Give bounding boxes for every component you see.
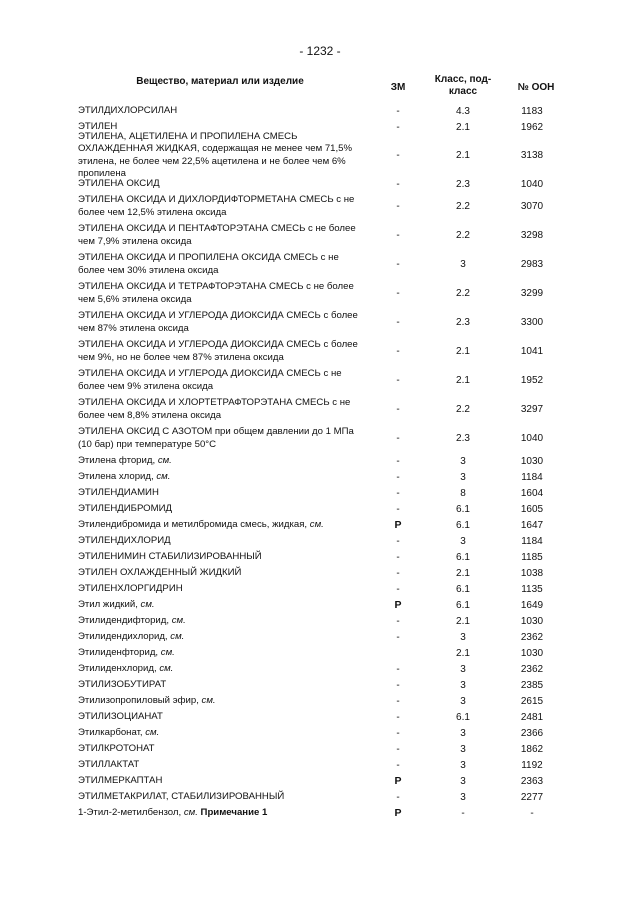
see-reference: см. xyxy=(170,630,185,642)
hazard-class-cell: 6.1 xyxy=(456,503,470,515)
substance-name-text: ЭТИЛЕНДИХЛОРИД xyxy=(78,534,171,546)
hazard-class-cell: 3 xyxy=(460,259,466,270)
marine-pollutant-cell: - xyxy=(396,711,400,723)
substance-name xyxy=(78,629,363,645)
substance-name xyxy=(78,176,363,192)
see-reference: см. xyxy=(160,646,175,658)
un-number-cell: 1183 xyxy=(521,105,543,117)
un-number-cell: 1605 xyxy=(520,503,544,515)
substance-name-text: ЭТИЛДИХЛОРСИЛАН xyxy=(78,104,178,116)
hazard-class-cell: 3 xyxy=(460,759,466,771)
marine-pollutant-cell: - xyxy=(396,346,400,357)
header-substance: Вещество, материал или изделие xyxy=(136,76,304,87)
header-class-line1: Класс, под- xyxy=(434,74,492,85)
marine-pollutant-cell: Р xyxy=(394,775,402,787)
substance-name xyxy=(78,757,363,773)
table-row xyxy=(78,308,578,337)
hazard-class-cell: 3 xyxy=(460,535,466,547)
substance-name xyxy=(78,805,363,821)
un-number-cell: 1962 xyxy=(520,121,544,133)
marine-pollutant-cell: - xyxy=(396,121,400,133)
un-number-cell: 1030 xyxy=(520,455,544,467)
header-class xyxy=(428,74,498,98)
hazard-class-cell: 3 xyxy=(460,743,466,755)
substance-name xyxy=(78,469,363,485)
see-reference: см. xyxy=(159,662,174,674)
un-number-cell: 1952 xyxy=(520,375,544,386)
substance-name xyxy=(78,613,363,629)
un-number-cell: 1030 xyxy=(520,615,544,627)
un-number-cell: 2277 xyxy=(520,791,544,803)
table-row xyxy=(78,501,578,517)
hazard-class-cell: 2.1 xyxy=(456,121,470,133)
see-reference: см. xyxy=(156,470,171,482)
table-row xyxy=(78,789,578,805)
un-number-cell: 1041 xyxy=(520,346,544,357)
un-number-cell: 1040 xyxy=(520,178,544,190)
hazard-class-cell: 6.1 xyxy=(456,519,470,531)
substance-name-text: Этилена хлорид, xyxy=(78,470,157,482)
substance-name xyxy=(78,517,363,533)
hazard-class-cell: 2.1 xyxy=(456,375,470,386)
table-row xyxy=(78,741,578,757)
un-number-cell: 3299 xyxy=(520,288,544,299)
hazard-class-cell: 3 xyxy=(460,455,466,467)
substance-name-text: Этилендибромида и метилбромида смесь, жидкая, xyxy=(78,518,310,530)
marine-pollutant-cell: - xyxy=(396,631,400,643)
substance-name-text: Этилкарбонат, xyxy=(78,726,146,738)
substance-name xyxy=(78,709,363,725)
hazard-class-cell: 2.2 xyxy=(456,288,470,299)
marine-pollutant-cell: - xyxy=(396,743,400,755)
substance-name-text: ЭТИЛЕНА ОКСИДА И ТЕТРАФТОРЭТАНА СМЕСЬ с не более чем 5,6% этилена оксида xyxy=(78,281,354,305)
hazard-class-cell: 2.3 xyxy=(456,317,470,328)
marine-pollutant-cell: - xyxy=(396,404,400,415)
table-row xyxy=(78,533,578,549)
substance-name-text: ЭТИЛЕНА ОКСИД С АЗОТОМ при общем давлении до 1 МПа (10 бар) при температуре 50°С xyxy=(78,426,354,450)
see-reference: см. xyxy=(183,806,198,818)
table-row xyxy=(78,677,578,693)
substance-name-text: ЭТИЛЕН ОХЛАЖДЕННЫЙ ЖИДКИЙ xyxy=(78,566,242,578)
table-row xyxy=(78,395,578,424)
marine-pollutant-cell: - xyxy=(396,567,400,579)
table-row xyxy=(78,424,578,453)
table-row xyxy=(78,757,578,773)
substance-name-text: ЭТИЛЕНА ОКСИДА И ПЕНТАФТОРЭТАНА СМЕСЬ с не более чем 7,9% этилена оксида xyxy=(78,223,356,247)
un-number-cell: 1184 xyxy=(521,535,543,547)
hazard-class-cell: 3 xyxy=(460,663,466,675)
substance-name xyxy=(78,773,363,789)
marine-pollutant-cell: - xyxy=(396,201,400,212)
un-number-cell: 3297 xyxy=(520,404,544,415)
hazard-class-cell: 6.1 xyxy=(456,711,470,723)
table-row xyxy=(78,250,578,279)
substance-name xyxy=(78,597,363,613)
substance-name xyxy=(78,645,363,661)
substance-name-text: ЭТИЛЕНА ОКСИДА И УГЛЕРОДА ДИОКСИДА СМЕСЬ с более чем 87% этилена оксида xyxy=(78,310,358,334)
substance-name xyxy=(78,565,363,581)
substance-name-text: ЭТИЛЕНА ОКСИДА И ДИХЛОРДИФТОРМЕТАНА СМЕСЬ с не более чем 12,5% этилена оксида xyxy=(78,194,355,218)
see-reference: см. xyxy=(309,518,324,530)
substance-name xyxy=(78,549,363,565)
table-row xyxy=(78,773,578,789)
substance-name-text: ЭТИЛЕН xyxy=(78,120,118,132)
marine-pollutant-cell: - xyxy=(396,615,400,627)
substance-name-text: ЭТИЛЕНХЛОРГИДРИН xyxy=(78,582,183,594)
table-row xyxy=(78,645,578,661)
hazard-class-cell: 6.1 xyxy=(456,583,470,595)
substance-name-text: 1-Этил-2-метилбензол, xyxy=(78,806,184,818)
substance-name xyxy=(78,251,363,279)
substance-name xyxy=(78,485,363,501)
hazard-class-cell: 3 xyxy=(460,679,466,691)
header-un-number: № ООН xyxy=(517,82,555,93)
hazard-class-cell: 3 xyxy=(460,631,466,643)
hazard-class-cell: 3 xyxy=(460,727,466,739)
marine-pollutant-cell: Р xyxy=(394,519,402,531)
substance-name xyxy=(78,501,363,517)
un-number-cell: 1135 xyxy=(521,583,543,595)
un-number-cell: 1862 xyxy=(520,743,544,755)
table-row xyxy=(78,629,578,645)
marine-pollutant-cell: - xyxy=(396,791,400,803)
substance-name xyxy=(78,280,363,308)
substance-name-text: ЭТИЛМЕТАКРИЛАТ, СТАБИЛИЗИРОВАННЫЙ xyxy=(78,790,285,802)
substance-name-text: ЭТИЛЕНА ОКСИД xyxy=(78,177,160,189)
see-reference: см. xyxy=(157,454,172,466)
marine-pollutant-cell: - xyxy=(396,503,400,515)
hazard-class-cell: 2.1 xyxy=(456,150,470,161)
un-number-cell: 3300 xyxy=(520,317,544,328)
marine-pollutant-cell: - xyxy=(396,583,400,595)
table-row xyxy=(78,565,578,581)
substance-name xyxy=(78,533,363,549)
substance-name-text: Этилиденфторид, xyxy=(78,646,161,658)
marine-pollutant-cell: - xyxy=(396,259,400,270)
table-row xyxy=(78,725,578,741)
substance-name-text: ЭТИЛЕНА ОКСИДА И УГЛЕРОДА ДИОКСИДА СМЕСЬ с не более чем 9% этилена оксида xyxy=(78,368,342,392)
un-number-cell: 3070 xyxy=(520,201,544,212)
marine-pollutant-cell: Р xyxy=(394,807,402,819)
substance-name-text: ЭТИЛЕНА ОКСИДА И ПРОПИЛЕНА ОКСИДА СМЕСЬ с не более чем 30% этилена оксида xyxy=(78,252,339,276)
un-number-cell: 2983 xyxy=(520,259,544,270)
hazard-class-cell: - xyxy=(461,807,465,819)
substance-name-text: ЭТИЛЛАКТАТ xyxy=(78,758,140,770)
substance-table xyxy=(78,103,578,821)
un-number-cell: 2366 xyxy=(520,727,544,739)
marine-pollutant-cell: - xyxy=(396,150,400,161)
marine-pollutant-cell: - xyxy=(396,375,400,386)
table-row xyxy=(78,549,578,565)
substance-name-text: ЭТИЛЕНА ОКСИДА И УГЛЕРОДА ДИОКСИДА СМЕСЬ с более чем 9%, но не более чем 87% этилена оксида xyxy=(78,339,358,363)
hazard-class-cell: 3 xyxy=(460,791,466,803)
table-row xyxy=(78,103,578,119)
table-row xyxy=(78,366,578,395)
un-number-cell: - xyxy=(530,807,534,819)
un-number-cell: 2362 xyxy=(520,631,544,643)
substance-name xyxy=(78,693,363,709)
un-number-cell: 2481 xyxy=(520,711,544,723)
substance-name-text: ЭТИЛЕНА ОКСИДА И ХЛОРТЕТРАФТОРЭТАНА СМЕСЬ с не более чем 8,8% этилена оксида xyxy=(78,397,351,421)
substance-name xyxy=(78,741,363,757)
substance-name xyxy=(78,661,363,677)
un-number-cell: 2362 xyxy=(520,663,544,675)
marine-pollutant-cell: - xyxy=(396,230,400,241)
hazard-class-cell: 2.1 xyxy=(456,346,470,357)
substance-name-text: ЭТИЛЕНА, АЦЕТИЛЕНА И ПРОПИЛЕНА СМЕСЬ ОХЛАЖДЕННАЯ ЖИДКАЯ, содержащая не менее чем 71,5% этилена, не более чем 22,5% ацетилена и не более чем 6% пропилена xyxy=(78,130,353,179)
substance-name-text: Этилидендихлорид, xyxy=(78,630,171,642)
substance-name-text: Этилизопропиловый эфир, xyxy=(78,694,202,706)
un-number-cell: 1038 xyxy=(520,567,544,579)
marine-pollutant-cell: - xyxy=(396,317,400,328)
substance-name-text: ЭТИЛЕНДИАМИН xyxy=(78,486,159,498)
substance-name xyxy=(78,338,363,366)
substance-name-text: Этилиденхлорид, xyxy=(78,662,160,674)
substance-name-text: ЭТИЛЕНДИБРОМИД xyxy=(78,502,172,514)
marine-pollutant-cell: - xyxy=(396,663,400,675)
marine-pollutant-cell: - xyxy=(396,727,400,739)
see-reference: см. xyxy=(201,694,216,706)
hazard-class-cell: 2.2 xyxy=(456,404,470,415)
un-number-cell: 1030 xyxy=(520,647,544,659)
table-row xyxy=(78,469,578,485)
un-number-cell: 2363 xyxy=(520,775,544,787)
hazard-class-cell: 2.1 xyxy=(456,615,470,627)
hazard-class-cell: 4.3 xyxy=(456,105,470,117)
hazard-class-cell: 6.1 xyxy=(456,599,470,611)
un-number-cell: 1185 xyxy=(521,551,543,563)
marine-pollutant-cell: - xyxy=(396,487,400,499)
hazard-class-cell: 6.1 xyxy=(456,551,470,563)
substance-name xyxy=(78,222,363,250)
substance-name xyxy=(78,453,363,469)
table-row xyxy=(78,805,578,821)
un-number-cell: 3138 xyxy=(520,150,544,161)
table-row xyxy=(78,693,578,709)
see-reference: см. xyxy=(140,598,155,610)
marine-pollutant-cell: - xyxy=(396,455,400,467)
marine-pollutant-cell: - xyxy=(396,759,400,771)
marine-pollutant-cell: - xyxy=(396,471,400,483)
marine-pollutant-cell: - xyxy=(396,695,400,707)
marine-pollutant-cell: Р xyxy=(394,599,402,611)
substance-name-text: ЭТИЛКРОТОНАТ xyxy=(78,742,155,754)
table-row xyxy=(78,192,578,221)
un-number-cell: 3298 xyxy=(520,230,544,241)
substance-name-text: ЭТИЛИЗОБУТИРАТ xyxy=(78,678,167,690)
table-row xyxy=(78,661,578,677)
table-row xyxy=(78,453,578,469)
substance-name xyxy=(78,725,363,741)
hazard-class-cell: 2.2 xyxy=(456,201,470,212)
hazard-class-cell: 2.3 xyxy=(456,178,470,190)
see-reference: см. xyxy=(171,614,186,626)
table-row xyxy=(78,613,578,629)
table-row xyxy=(78,130,578,179)
hazard-class-cell: 2.2 xyxy=(456,230,470,241)
hazard-class-cell: 8 xyxy=(460,487,466,499)
un-number-cell: 1604 xyxy=(520,487,544,499)
substance-name-text: ЭТИЛЕНИМИН СТАБИЛИЗИРОВАННЫЙ xyxy=(78,550,262,562)
substance-name xyxy=(78,193,363,221)
un-number-cell: 1184 xyxy=(521,471,543,483)
marine-pollutant-cell: - xyxy=(396,535,400,547)
table-row xyxy=(78,221,578,250)
substance-name xyxy=(78,367,363,395)
table-row xyxy=(78,176,578,192)
substance-name-text: Этил жидкий, xyxy=(78,598,141,610)
marine-pollutant-cell: - xyxy=(396,288,400,299)
substance-name xyxy=(78,309,363,337)
un-number-cell: 2615 xyxy=(520,695,544,707)
table-row xyxy=(78,337,578,366)
substance-name-text: Этилидендифторид, xyxy=(78,614,172,626)
substance-name xyxy=(78,581,363,597)
un-number-cell: 1649 xyxy=(520,599,544,611)
marine-pollutant-cell: - xyxy=(396,551,400,563)
table-row xyxy=(78,485,578,501)
header-zm: ЗМ xyxy=(390,82,406,93)
marine-pollutant-cell: - xyxy=(396,105,400,117)
table-row xyxy=(78,709,578,725)
table-row xyxy=(78,597,578,613)
substance-name-text: Этилена фторид, xyxy=(78,454,158,466)
substance-name xyxy=(78,677,363,693)
marine-pollutant-cell: - xyxy=(396,679,400,691)
hazard-class-cell: 2.1 xyxy=(456,567,470,579)
marine-pollutant-cell: - xyxy=(396,178,400,190)
un-number-cell: 1192 xyxy=(521,759,543,771)
table-row xyxy=(78,279,578,308)
header-class-line2: класс xyxy=(448,86,478,97)
marine-pollutant-cell: - xyxy=(396,433,400,444)
table-row xyxy=(78,581,578,597)
substance-name xyxy=(78,789,363,805)
hazard-class-cell: 2.3 xyxy=(456,433,470,444)
table-row xyxy=(78,517,578,533)
un-number-cell: 2385 xyxy=(520,679,544,691)
substance-name xyxy=(78,129,363,182)
substance-name xyxy=(78,103,363,119)
substance-name-text: ЭТИЛИЗОЦИАНАТ xyxy=(78,710,163,722)
un-number-cell: 1647 xyxy=(520,519,544,531)
substance-name-text: ЭТИЛМЕРКАПТАН xyxy=(78,774,163,786)
un-number-cell: 1040 xyxy=(520,433,544,444)
page-number: - 1232 - xyxy=(299,44,341,58)
substance-name xyxy=(78,396,363,424)
see-reference: см. xyxy=(145,726,160,738)
substance-name xyxy=(78,425,363,453)
hazard-class-cell: 2.1 xyxy=(456,647,470,659)
hazard-class-cell: 3 xyxy=(460,775,466,787)
hazard-class-cell: 3 xyxy=(460,695,466,707)
note-reference: Примечание 1 xyxy=(197,806,268,818)
hazard-class-cell: 3 xyxy=(460,471,466,483)
